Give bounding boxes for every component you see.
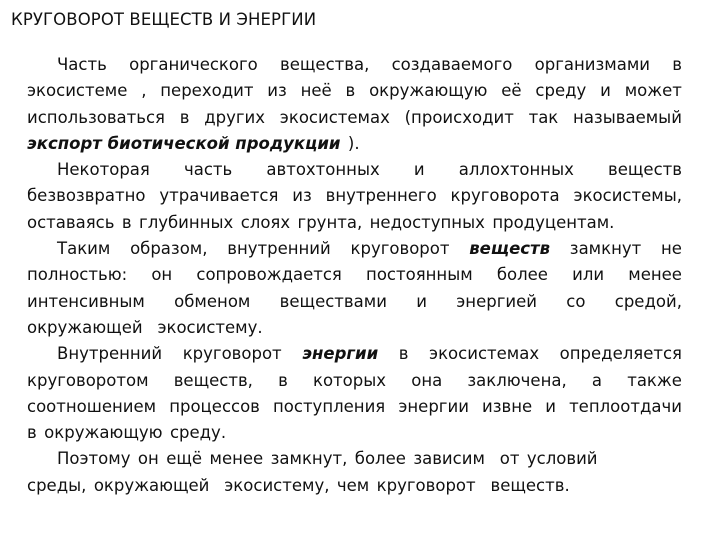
- word: менее: [628, 265, 682, 285]
- word: в: [278, 370, 288, 390]
- word: может: [624, 81, 682, 101]
- word: и: [600, 81, 611, 101]
- word: в: [398, 344, 409, 364]
- word: в: [672, 55, 682, 74]
- word: так: [528, 107, 559, 127]
- word: окружающей: [27, 317, 143, 337]
- word: замкнут,: [270, 449, 348, 469]
- word: из: [292, 186, 312, 206]
- word: он: [151, 265, 173, 285]
- word: со: [566, 291, 586, 311]
- word: органического: [129, 55, 258, 74]
- word: определяется: [559, 344, 682, 364]
- word: Поэтому: [57, 449, 131, 469]
- word: окружающей: [93, 475, 210, 495]
- word: более: [496, 265, 548, 285]
- body-text: [27, 52, 682, 499]
- word: экосистемах: [429, 344, 540, 364]
- word: круговоротом: [27, 370, 149, 390]
- word: автохтонных: [266, 160, 380, 180]
- word: оставаясь: [27, 212, 115, 232]
- word: экосистему.: [157, 317, 263, 337]
- word: в: [345, 81, 356, 101]
- word: или: [572, 265, 605, 285]
- word: экосистемах: [279, 107, 390, 127]
- word: не: [661, 239, 682, 259]
- word: менее: [209, 449, 264, 469]
- word: грунта,: [297, 212, 363, 232]
- word: круговорот: [182, 344, 282, 364]
- word: процессов: [169, 396, 260, 416]
- word: Некоторая: [57, 160, 150, 180]
- word: а: [591, 370, 603, 390]
- word: энергии: [398, 396, 469, 416]
- word: извне: [482, 396, 533, 416]
- word: часть: [183, 160, 233, 180]
- word: веществ,: [173, 370, 253, 390]
- word: среду: [535, 81, 587, 101]
- word: круговорот: [376, 475, 476, 495]
- word: недоступных: [369, 212, 485, 232]
- word: экосистему,: [224, 475, 330, 495]
- word: и: [416, 291, 427, 311]
- paragraph-2-line-2: [27, 183, 682, 209]
- paragraph-4-line-2: [27, 368, 682, 394]
- word: называемый: [573, 107, 682, 127]
- word: других: [204, 107, 266, 127]
- paragraph-3-line-1: [27, 236, 682, 262]
- word: веществ.: [490, 475, 570, 495]
- word: (происходит: [404, 107, 514, 127]
- word: вещества,: [280, 55, 370, 74]
- word: поступления: [272, 396, 386, 416]
- word: веществ: [608, 160, 682, 180]
- word: условий: [526, 449, 598, 469]
- paragraph-2-line-1: [27, 157, 682, 183]
- word: утрачивается: [159, 186, 279, 206]
- word: слоях: [240, 212, 291, 232]
- word: веществами: [279, 291, 387, 311]
- word: окружающую: [44, 423, 163, 443]
- closing-punctuation: ).: [347, 133, 360, 153]
- paragraph-5-line-2: [27, 473, 682, 499]
- word: обменом: [174, 291, 251, 311]
- word: экосистеме: [27, 81, 128, 101]
- paragraph-1-line-1: [27, 52, 682, 78]
- word: чем: [336, 475, 370, 495]
- word: ,: [141, 81, 147, 101]
- paragraph-1-line-4: [27, 131, 682, 157]
- paragraph-4-line-3: [27, 394, 682, 420]
- paragraph-3-line-4: [27, 315, 682, 341]
- paragraph-3-line-3: [27, 289, 682, 315]
- word: в: [27, 423, 37, 443]
- word: и: [413, 160, 425, 180]
- word: безвозвратно: [27, 186, 146, 206]
- word: заключена,: [467, 370, 567, 390]
- word: зависим: [413, 449, 485, 469]
- word: круговорота: [450, 186, 560, 206]
- word: она: [411, 370, 443, 390]
- word: круговорот: [350, 239, 450, 259]
- paragraph-5-line-1: [27, 446, 682, 472]
- word: полностью:: [27, 265, 128, 285]
- word: среду.: [169, 423, 227, 443]
- word: также: [627, 370, 682, 390]
- word: замкнут: [569, 239, 642, 259]
- word: интенсивным: [27, 291, 145, 311]
- word: в: [121, 212, 132, 232]
- word: соотношением: [27, 396, 157, 416]
- word: создаваемого: [391, 55, 513, 74]
- paragraph-1-line-2: [27, 78, 682, 104]
- word: в: [179, 107, 190, 127]
- word: средой,: [614, 291, 682, 311]
- word: и: [545, 396, 556, 416]
- paragraph-1-line-3: [27, 105, 682, 131]
- word: использоваться: [27, 107, 165, 127]
- paragraph-2-line-3: [27, 210, 682, 236]
- word: окружающую: [369, 81, 488, 101]
- word: более: [354, 449, 406, 469]
- paragraph-4-line-4: [27, 420, 682, 446]
- word: из: [267, 81, 287, 101]
- word: энергией: [456, 291, 537, 311]
- page-title: КРУГОВОРОТ ВЕЩЕСТВ И ЭНЕРГИИ: [11, 10, 317, 29]
- emphasis-export-term: экспорт биотической продукции: [27, 133, 341, 153]
- word: организмами: [534, 55, 650, 74]
- word: глубинных: [139, 212, 234, 232]
- word: внутренний: [227, 239, 331, 259]
- word: Часть: [57, 55, 107, 74]
- word: ещё: [166, 449, 203, 469]
- word: Внутренний: [57, 344, 163, 364]
- word: сопровождается: [196, 265, 342, 285]
- word: продуцентам.: [492, 212, 615, 232]
- paragraph-3-line-2: [27, 262, 682, 288]
- word: которых: [313, 370, 387, 390]
- word: от: [499, 449, 520, 469]
- word: Таким: [57, 239, 111, 259]
- word: постоянным: [366, 265, 473, 285]
- word: экосистемы,: [573, 186, 682, 206]
- emphasis-energy: энергии: [302, 344, 379, 364]
- word: неё: [300, 81, 332, 101]
- word: он: [137, 449, 159, 469]
- word: её: [501, 81, 522, 101]
- word: теплоотдачи: [569, 396, 682, 416]
- word: аллохтонных: [458, 160, 574, 180]
- emphasis-substances: веществ: [469, 239, 551, 259]
- word: переходит: [160, 81, 254, 101]
- word: внутреннего: [325, 186, 437, 206]
- word: образом,: [130, 239, 208, 259]
- paragraph-4-line-1: [27, 341, 682, 367]
- word: среды,: [27, 475, 87, 495]
